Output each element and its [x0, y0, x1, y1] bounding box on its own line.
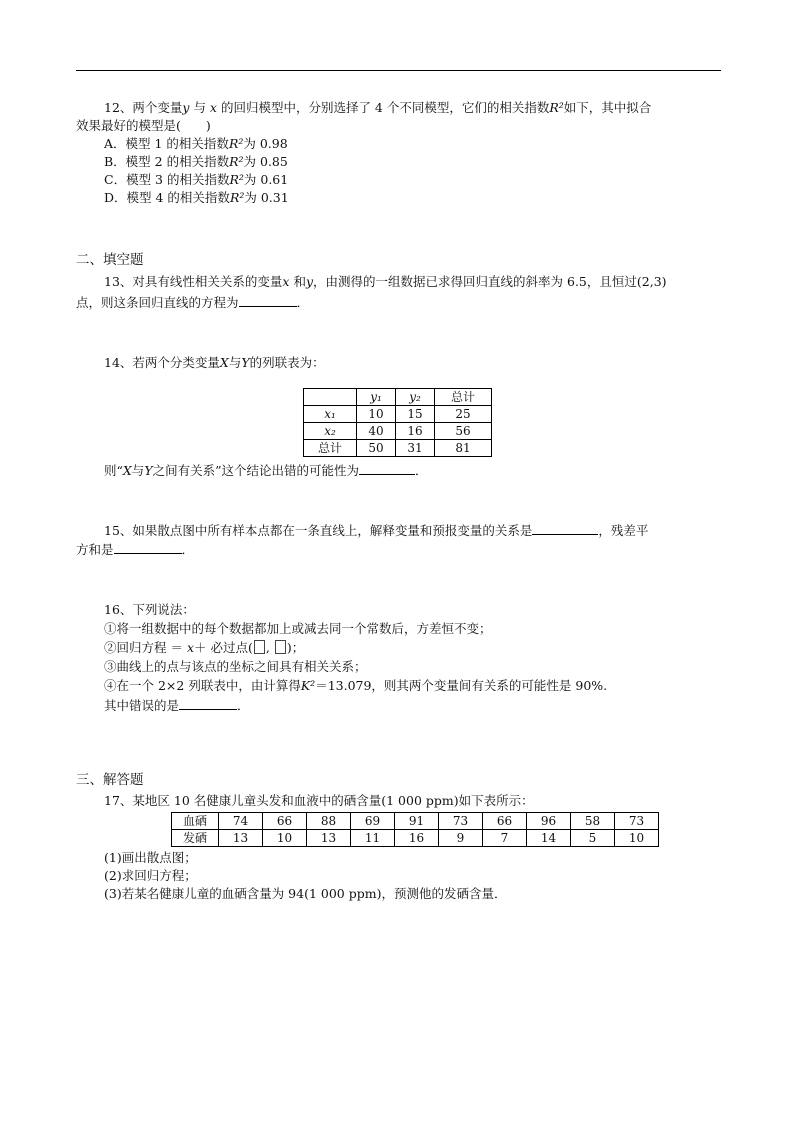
q16-statement-1: ①将一组数据中的每个数据都加上或减去同一个常数后，方差恒不变；	[104, 621, 492, 636]
table-cell: 31	[396, 440, 435, 457]
table-cell: 74	[219, 813, 263, 830]
q17-stem: 17、某地区 10 名健康儿童头发和血液中的硒含量(1 000 ppm)如下表所示：	[104, 793, 534, 808]
q13-line2: 点，则这条回归直线的方程为 ．	[76, 295, 310, 310]
table-cell	[304, 389, 357, 406]
q16-answer-blank	[179, 697, 237, 710]
q13-line1: 13、对具有线性相关关系的变量x 和y，由测得的一组数据已求得回归直线的斜率为 6.5，且恒过(2,3)	[104, 274, 667, 289]
table-cell: x₂	[304, 423, 357, 440]
table-cell: 血硒	[172, 813, 219, 830]
section-fill-in-heading: 二、填空题	[76, 252, 144, 268]
table-cell: 16	[395, 830, 439, 847]
table-cell: 69	[351, 813, 395, 830]
q14-stem: 14、若两个分类变量X与Y的列联表为：	[104, 355, 325, 370]
q17-selenium-table	[171, 812, 659, 847]
table-cell: 73	[439, 813, 483, 830]
table-cell: 40	[357, 423, 396, 440]
q14-tail: 则“X与Y之间有关系”这个结论出错的可能性为 ．	[104, 463, 428, 478]
q12-stem-line1: 12、两个变量y 与 x 的回归模型中，分别选择了 4 个不同模型，它们的相关指数R²如下，其中拟合	[104, 100, 652, 115]
y-bar-symbol	[275, 640, 286, 654]
table-cell: 11	[351, 830, 395, 847]
table-cell: 13	[219, 830, 263, 847]
table-cell: x₁	[304, 406, 357, 423]
q17-part-3: (3)若某名健康儿童的血硒含量为 94(1 000 ppm)，预测他的发硒含量．	[104, 886, 507, 901]
q17-part-1: (1)画出散点图；	[104, 850, 197, 865]
x-bar-symbol	[254, 640, 265, 654]
table-cell: 91	[395, 813, 439, 830]
table-cell: 10	[263, 830, 307, 847]
table-cell: y₁	[357, 389, 396, 406]
table-cell: 73	[615, 813, 659, 830]
q15-answer-blank-2	[114, 541, 182, 554]
q12-stem-line2: 效果最好的模型是( )	[76, 118, 211, 133]
q16-tail: 其中错误的是 ．	[104, 698, 250, 713]
q14-answer-blank	[359, 462, 415, 475]
q12-option-c: C．模型 3 的相关指数R²为 0.61	[104, 172, 289, 187]
q16-title: 16、下列说法：	[104, 602, 195, 617]
q13-answer-blank	[239, 294, 297, 307]
table-cell: 16	[396, 423, 435, 440]
table-cell: 发硒	[172, 830, 219, 847]
q16-statement-3: ③曲线上的点与该点的坐标之间具有相关关系；	[104, 659, 367, 674]
header-rule	[76, 70, 721, 71]
table-cell: y₂	[396, 389, 435, 406]
q15-line2: 方和是 ．	[76, 542, 195, 557]
table-cell: 总计	[435, 389, 492, 406]
table-cell: 25	[435, 406, 492, 423]
q15-answer-blank-1	[532, 522, 598, 535]
table-cell: 5	[571, 830, 615, 847]
q14-contingency-table	[303, 388, 492, 457]
table-cell: 9	[439, 830, 483, 847]
table-cell: 总计	[304, 440, 357, 457]
table-cell: 7	[483, 830, 527, 847]
q12-option-a: A．模型 1 的相关指数R²为 0.98	[104, 136, 288, 151]
table-cell: 88	[307, 813, 351, 830]
table-cell: 66	[483, 813, 527, 830]
table-cell: 81	[435, 440, 492, 457]
table-cell: 96	[527, 813, 571, 830]
q12-option-b: B．模型 2 的相关指数R²为 0.85	[104, 154, 288, 169]
table-cell: 66	[263, 813, 307, 830]
table-cell: 15	[396, 406, 435, 423]
table-cell: 14	[527, 830, 571, 847]
table-cell: 56	[435, 423, 492, 440]
q12-option-d: D．模型 4 的相关指数R²为 0.31	[104, 190, 289, 205]
table-cell: 10	[357, 406, 396, 423]
q17-part-2: (2)求回归方程；	[104, 868, 197, 883]
table-cell: 13	[307, 830, 351, 847]
q16-statement-2: ②回归方程 ＝ x＋ 必过点( , )；	[104, 640, 305, 655]
q15-line1: 15、如果散点图中所有样本点都在一条直线上，解释变量和预报变量的关系是 ，残差平	[104, 523, 649, 538]
section-solve-heading: 三、解答题	[76, 772, 144, 788]
table-cell: 50	[357, 440, 396, 457]
table-cell: 10	[615, 830, 659, 847]
table-cell: 58	[571, 813, 615, 830]
q16-statement-4: ④在一个 2×2 列联表中，由计算得K²＝13.079，则其两个变量间有关系的可能性是 90%.	[104, 678, 608, 693]
